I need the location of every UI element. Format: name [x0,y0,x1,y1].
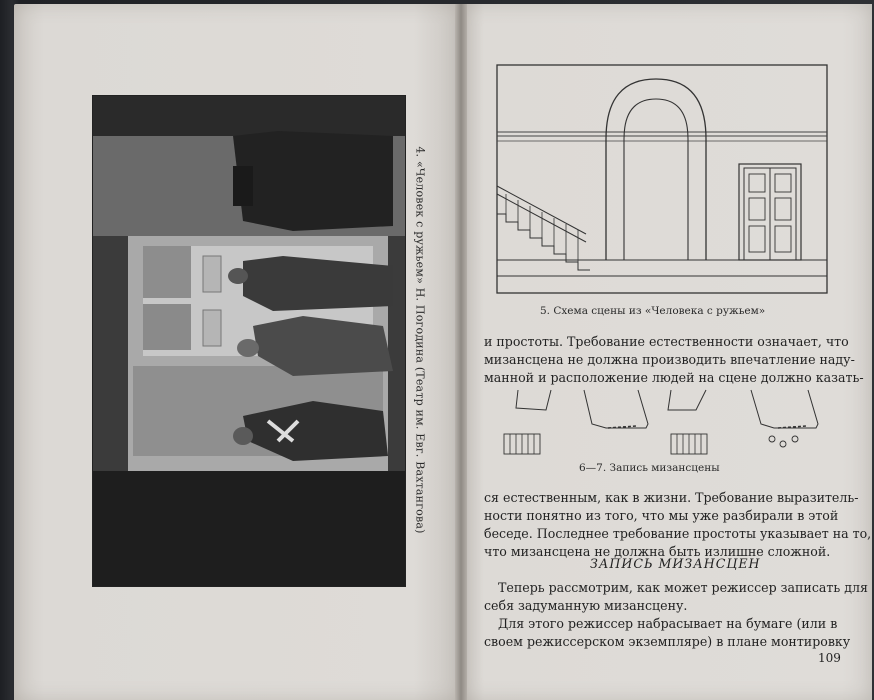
paragraph-1-line-2: мизансцена не должна производить впечатление наду- [484,352,855,367]
figure-6-7-caption: 6—7. Запись мизансцены [579,462,720,474]
paragraph-2-line-4: что мизансцена не должна быть излишне сложной. [484,544,831,559]
paragraph-3-line-2: себя задуманную мизансцену. [484,598,688,613]
mise-en-scene-notation-drawing [496,388,836,468]
page-number: 109 [818,651,841,665]
paragraph-2-line-3: беседе. Последнее требование простоты указывает на то, [484,526,872,541]
paragraph-3-line-3: Для этого режиссер набрасывает на бумаге (или в [498,616,838,631]
figure-5-caption: 5. Схема сцены из «Человека с ружьем» [540,305,766,317]
paragraph-2-line-1: ся естественным, как в жизни. Требование выразитель- [484,490,859,505]
paragraph-1-line-1: и простоты. Требование естественности означает, что [484,334,849,349]
photo-caption-text: 4. «Человек с ружьем» Н. Погодина (Театр им. Евг. Вахтангова) [413,146,427,534]
section-heading: ЗАПИСЬ МИЗАНСЦЕН [590,556,761,571]
paragraph-3-line-4: своем режиссерском экземпляре) в плане монтировку [484,634,851,649]
stage-photograph [92,95,406,587]
stage-scheme-drawing [496,64,828,294]
paragraph-1-line-3: манной и расположение людей на сцене должно казать- [484,370,864,385]
paragraph-3-line-1: Теперь рассмотрим, как может режиссер записать для [498,580,868,595]
paragraph-2-line-2: ности понятно из того, что мы уже разбирали в этой [484,508,839,523]
book-gutter [455,4,467,700]
